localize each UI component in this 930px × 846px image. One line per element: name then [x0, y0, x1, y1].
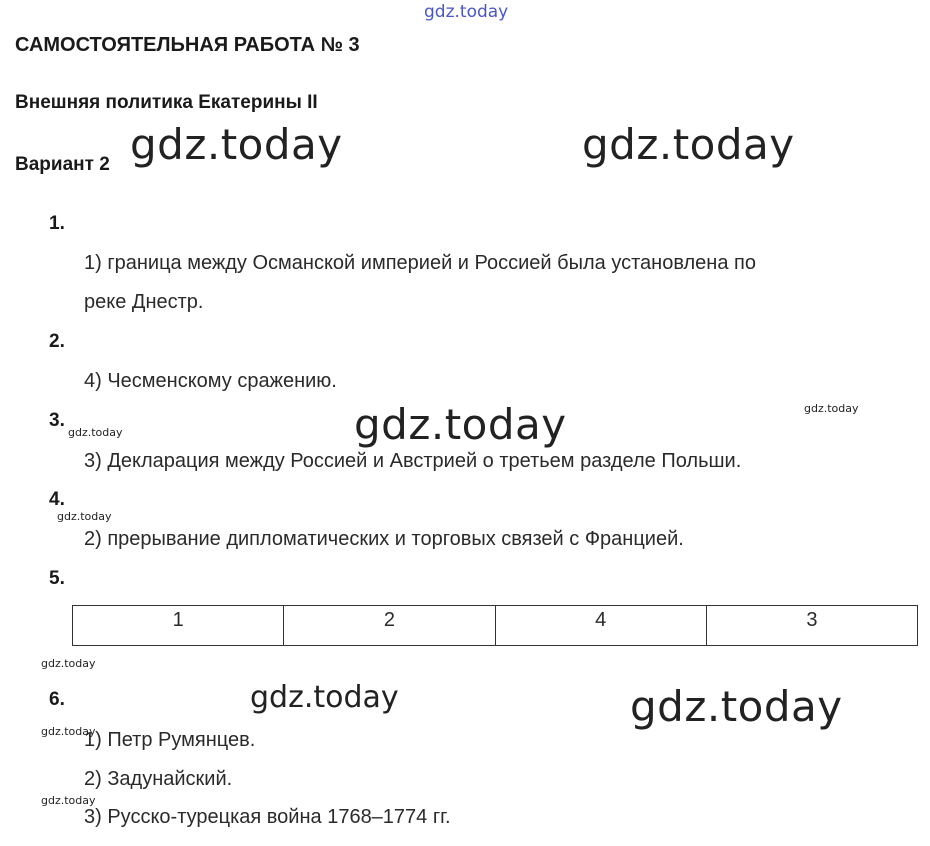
- watermark-large: gdz.today: [130, 120, 343, 169]
- task-number: 4.: [49, 489, 65, 510]
- page-title: САМОСТОЯТЕЛЬНАЯ РАБОТА № 3: [15, 34, 360, 56]
- task-answer: 3) Декларация между Россией и Австрией о третьем разделе Польши.: [84, 450, 742, 472]
- watermark-small: gdz.today: [57, 510, 112, 523]
- watermark-top: gdz.today: [424, 2, 509, 22]
- task-answer: 1) Петр Румянцев.: [84, 729, 256, 751]
- task-answer: 2) прерывание дипломатических и торговых связей с Францией.: [84, 528, 684, 550]
- watermark-large: gdz.today: [630, 682, 843, 731]
- table-cell: 4: [495, 606, 706, 646]
- table-cell: 2: [284, 606, 495, 646]
- watermark-small: gdz.today: [41, 794, 96, 807]
- task-number: 1.: [49, 213, 65, 234]
- task-answer: 2) Задунайский.: [84, 768, 233, 790]
- answer-table: [72, 605, 918, 646]
- watermark-large: gdz.today: [582, 120, 795, 169]
- task-number: 5.: [49, 568, 65, 589]
- watermark-small: gdz.today: [68, 426, 123, 439]
- topic-heading: Внешняя политика Екатерины II: [15, 92, 318, 113]
- table-cell: 3: [706, 606, 917, 646]
- task-answer: 3) Русско-турецкая война 1768–1774 гг.: [84, 806, 451, 828]
- watermark-medium: gdz.today: [250, 680, 399, 715]
- table-cell: 1: [73, 606, 284, 646]
- task-number: 3.: [49, 410, 65, 431]
- watermark-large: gdz.today: [354, 400, 567, 449]
- task-answer: реке Днестр.: [84, 291, 204, 313]
- task-answer: 1) граница между Османской империей и Россией была установлена по: [84, 252, 756, 274]
- task-number: 2.: [49, 331, 65, 352]
- table-row: [73, 606, 918, 646]
- task-answer: 4) Чесменскому сражению.: [84, 370, 337, 392]
- watermark-small: gdz.today: [41, 657, 96, 670]
- variant-heading: Вариант 2: [15, 154, 110, 175]
- watermark-small: gdz.today: [41, 725, 96, 738]
- task-number: 6.: [49, 689, 65, 710]
- watermark-small: gdz.today: [804, 402, 859, 415]
